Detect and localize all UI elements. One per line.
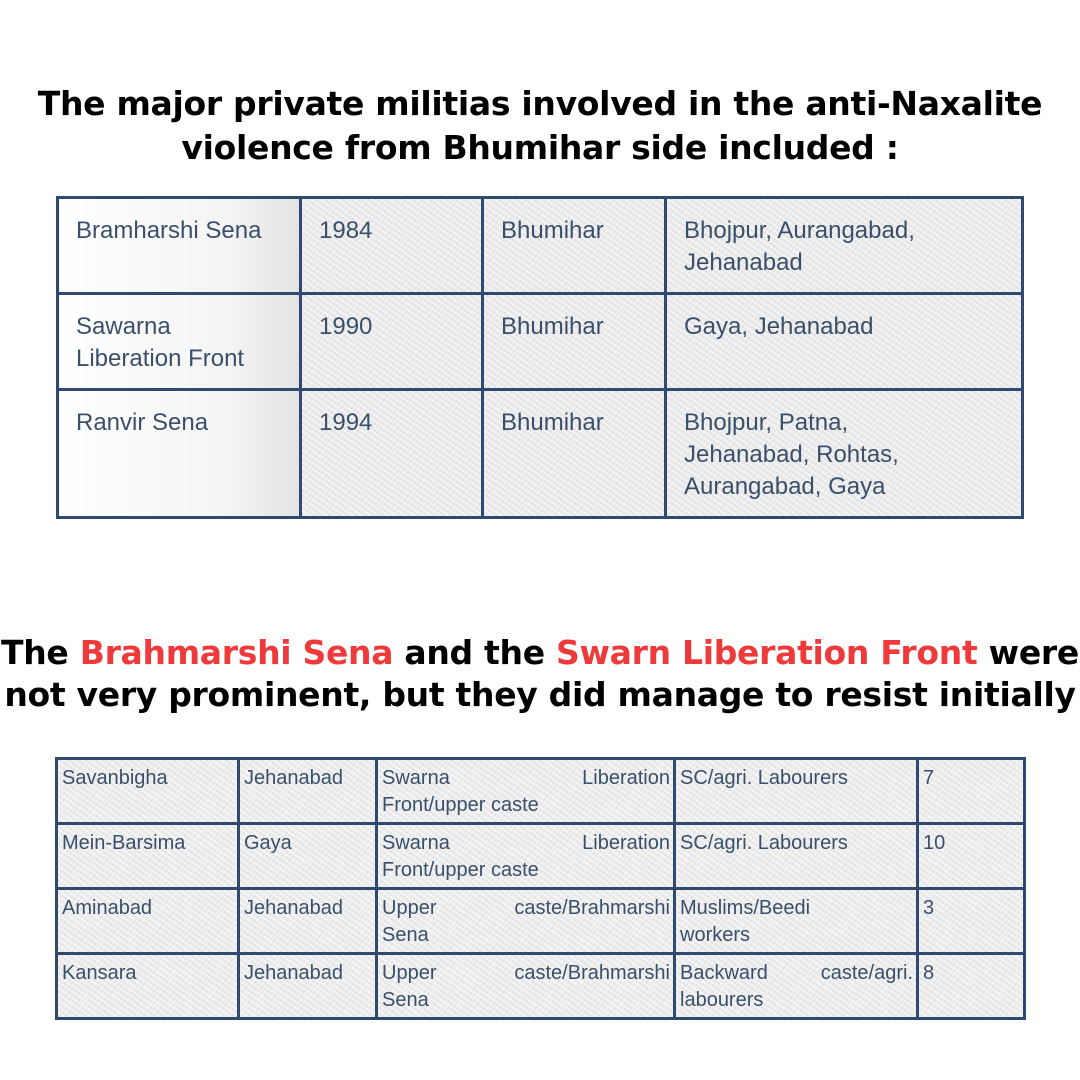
table-cell: Bhumihar	[483, 294, 666, 390]
table-cell: Swarna Liberation Front/upper caste	[377, 824, 675, 889]
table-cell: 8	[918, 954, 1025, 1019]
table-cell: 10	[918, 824, 1025, 889]
table-row	[57, 824, 1025, 889]
table-cell: Jehanabad	[239, 759, 377, 824]
table-cell: SC/agri. Labourers	[675, 759, 918, 824]
table-row	[58, 198, 1023, 294]
table-row	[57, 759, 1025, 824]
highlight-brahmarshi-sena: Brahmarshi Sena	[79, 633, 394, 672]
table-cell: Backward caste/agri. labourers	[675, 954, 918, 1019]
table-cell: SC/agri. Labourers	[675, 824, 918, 889]
massacres-table	[55, 757, 1026, 1020]
table-cell: Mein-Barsima	[57, 824, 239, 889]
table-cell: Swarna Liberation Front/upper caste	[377, 759, 675, 824]
militias-table	[56, 196, 1024, 519]
table-row	[57, 954, 1025, 1019]
heading-line: The major private militias involved in the anti-Naxalite	[37, 84, 1043, 123]
table-cell: Bhojpur, Aurangabad, Jehanabad	[666, 198, 1023, 294]
table-cell: Bramharshi Sena	[58, 198, 301, 294]
heading-line: not very prominent, but they did manage to resist initially	[4, 675, 1076, 714]
table-cell: Bhumihar	[483, 198, 666, 294]
table-cell: Savanbigha	[57, 759, 239, 824]
table-cell: Gaya	[239, 824, 377, 889]
table-cell: Jehanabad	[239, 889, 377, 954]
heading-militias	[0, 82, 1080, 170]
table-cell: Upper caste/Brahmarshi Sena	[377, 889, 675, 954]
table-cell: Sawarna Liberation Front	[58, 294, 301, 390]
table-cell: Aminabad	[57, 889, 239, 954]
table-cell: Ranvir Sena	[58, 390, 301, 518]
table-cell: 7	[918, 759, 1025, 824]
table-cell: Bhojpur, Patna, Jehanabad, Rohtas, Aurangabad, Gaya	[666, 390, 1023, 518]
table-cell: Upper caste/Brahmarshi Sena	[377, 954, 675, 1019]
table-row	[58, 294, 1023, 390]
table-cell: Bhumihar	[483, 390, 666, 518]
highlight-swarn-liberation-front: Swarn Liberation Front	[556, 633, 978, 672]
table-row	[58, 390, 1023, 518]
table-cell: Muslims/Beedi workers	[675, 889, 918, 954]
table-cell: 1984	[301, 198, 483, 294]
table-cell: Kansara	[57, 954, 239, 1019]
table-cell: 1994	[301, 390, 483, 518]
table-row	[57, 889, 1025, 954]
table-cell: Jehanabad	[239, 954, 377, 1019]
heading-line: violence from Bhumihar side included :	[181, 128, 899, 167]
heading-line: The Brahmarshi Sena and the Swarn Liberation Front were	[1, 633, 1079, 672]
table-cell: Gaya, Jehanabad	[666, 294, 1023, 390]
heading-resistance	[0, 632, 1080, 716]
table-cell: 3	[918, 889, 1025, 954]
table-cell: 1990	[301, 294, 483, 390]
